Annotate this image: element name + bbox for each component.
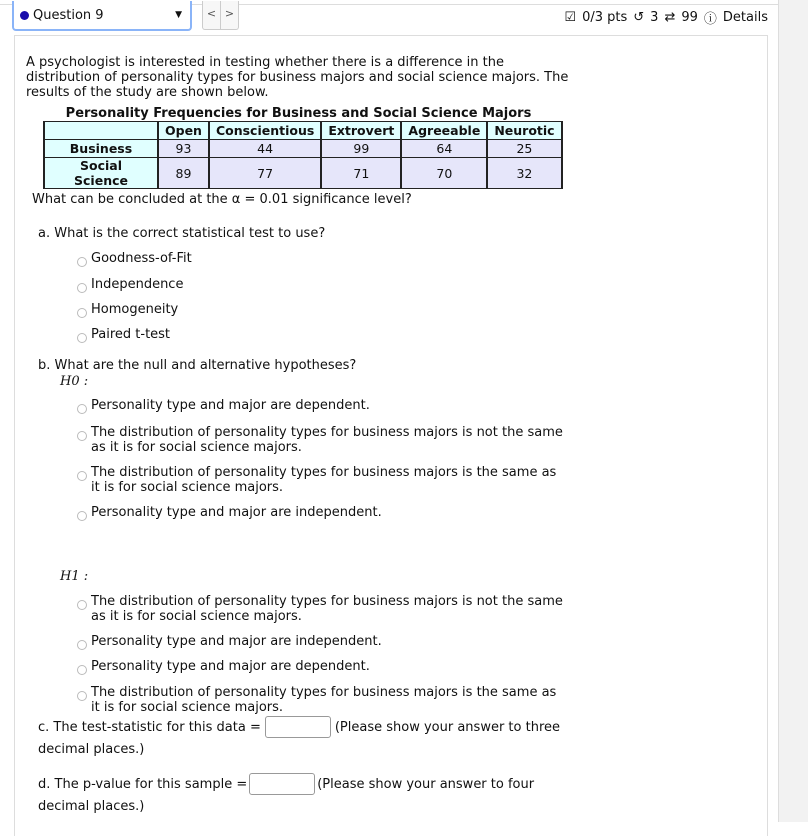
cell: 25 [487, 140, 561, 158]
col-header: Neurotic [487, 122, 561, 140]
part-c-hint: (Please show your answer to three [334, 719, 561, 735]
frequency-table [43, 121, 563, 189]
part-d-hint: (Please show your answer to four [317, 776, 535, 792]
problem [26, 55, 571, 207]
cell: 93 [158, 140, 209, 158]
test-statistic-input[interactable] [265, 716, 331, 738]
option-label: Paired t-test [91, 327, 171, 342]
part-b-prompt: b. What are the null and alternative hypotheses? [38, 358, 357, 373]
part-a-prompt: a. What is the correct statistical test to use? [38, 226, 326, 241]
cell: 32 [487, 158, 561, 189]
radio-icon[interactable] [77, 283, 87, 293]
radio-option[interactable] [77, 465, 567, 495]
radio-icon[interactable] [77, 640, 87, 650]
next-button[interactable]: > [220, 1, 238, 29]
h0-label: H0 : [60, 374, 89, 389]
radio-option[interactable] [77, 327, 567, 343]
part-d-hint2: decimal places.) [38, 799, 145, 814]
radio-option[interactable] [77, 685, 567, 715]
prev-button[interactable]: < [206, 7, 217, 20]
col-header: Agreeable [401, 122, 487, 140]
retry-icon: ↺ [633, 10, 645, 25]
col-header: Conscientious [209, 122, 321, 140]
radio-option[interactable] [77, 425, 567, 455]
checkbox-icon: ☑ [564, 10, 577, 25]
option-label: Homogeneity [91, 302, 179, 317]
option-label: The distribution of personality types for business majors is the same as it is for social science majors. [91, 685, 557, 715]
cell: 70 [401, 158, 487, 189]
radio-option[interactable] [77, 302, 567, 318]
option-label: Personality type and major are independent. [91, 505, 382, 520]
radio-icon[interactable] [77, 404, 87, 414]
question-select[interactable] [12, 1, 192, 31]
option-label: The distribution of personality types for business majors is not the same as it is for social science majors. [91, 594, 563, 624]
question-nav [202, 1, 239, 30]
radio-icon[interactable] [77, 600, 87, 610]
part-c-hint2: decimal places.) [38, 742, 145, 757]
attempts-icon: ⇄ [664, 10, 676, 25]
radio-option[interactable] [77, 659, 567, 675]
question-stats [564, 8, 768, 27]
part-d [38, 773, 534, 795]
option-label: The distribution of personality types for business majors is the same as it is for social science majors. [91, 465, 557, 495]
part-c [38, 716, 560, 738]
option-label: Personality type and major are independent. [91, 634, 382, 649]
question-label: Question 9 [33, 7, 104, 23]
intro-text: A psychologist is interested in testing whether there is a difference in the distribution of personality types for business majors and social science majors. The results of the study are shown below. [26, 55, 569, 100]
retries: 3 [650, 10, 659, 25]
cell: 77 [209, 158, 321, 189]
radio-option[interactable] [77, 398, 567, 414]
radio-icon[interactable] [77, 333, 87, 343]
option-label: Goodness-of-Fit [91, 251, 192, 266]
radio-icon[interactable] [77, 511, 87, 521]
radio-icon[interactable] [77, 431, 87, 441]
option-label: Independence [91, 277, 184, 292]
row-header: Social Science [44, 158, 158, 189]
p-value-input[interactable] [249, 773, 315, 795]
radio-option[interactable] [77, 634, 567, 650]
radio-option[interactable] [77, 594, 567, 624]
part-d-prompt: d. The p-value for this sample = [38, 776, 248, 792]
col-header: Extrovert [321, 122, 401, 140]
col-header: Open [158, 122, 209, 140]
question-text: What can be concluded at the α = 0.01 significance level? [32, 192, 412, 207]
part-c-prompt: c. The test-statistic for this data = [38, 719, 261, 735]
attempts: 99 [681, 10, 698, 25]
cell: 99 [321, 140, 401, 158]
radio-icon[interactable] [77, 257, 87, 267]
cell: 89 [158, 158, 209, 189]
option-label: The distribution of personality types for business majors is not the same as it is for social science majors. [91, 425, 563, 455]
scrollbar[interactable] [778, 0, 808, 822]
points: 0/3 pts [582, 10, 628, 25]
table-title: Personality Frequencies for Business and Social Science Majors [65, 106, 532, 121]
radio-option[interactable] [77, 277, 567, 293]
cell: 44 [209, 140, 321, 158]
cell: 71 [321, 158, 401, 189]
cell: 64 [401, 140, 487, 158]
radio-option[interactable] [77, 251, 567, 267]
status-dot-icon [20, 11, 29, 20]
info-icon: ⓘ [703, 12, 717, 27]
radio-icon[interactable] [77, 691, 87, 701]
h1-label: H1 : [60, 569, 89, 584]
option-label: Personality type and major are dependent. [91, 398, 370, 413]
option-label: Personality type and major are dependent. [91, 659, 370, 674]
details-link[interactable]: Details [722, 10, 768, 25]
radio-icon[interactable] [77, 308, 87, 318]
radio-option[interactable] [77, 505, 567, 521]
row-header: Business [44, 140, 158, 158]
caret-down-icon: ▼ [175, 10, 182, 20]
radio-icon[interactable] [77, 665, 87, 675]
radio-icon[interactable] [77, 471, 87, 481]
